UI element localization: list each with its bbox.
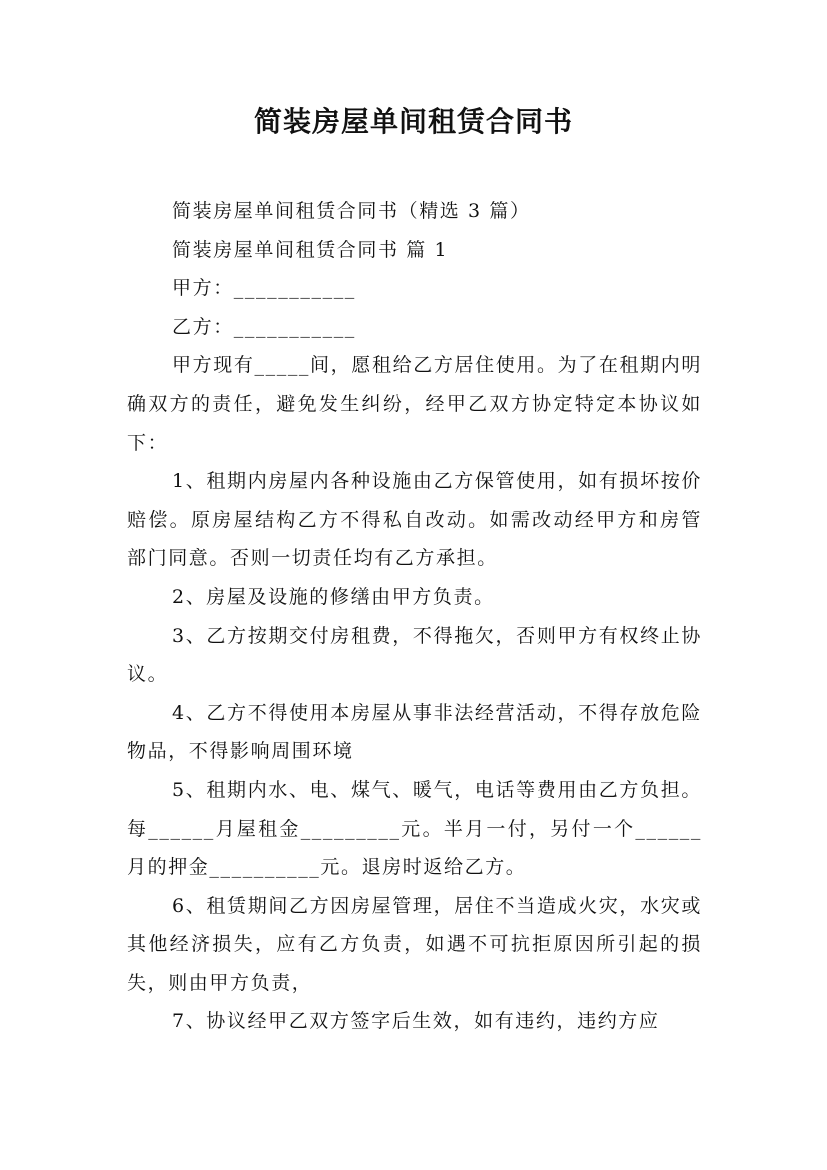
paragraph-section-heading: 简装房屋单间租赁合同书 篇 1 [172,238,449,261]
paragraph-clause-3: 3、乙方按期交付房租费，不得拖欠，否则甲方有权终止协议。 [127,624,702,686]
document-title: 简装房屋单间租赁合同书 [253,105,573,138]
paragraph-party-a: 甲方：___________ [172,277,356,300]
paragraph-intro: 甲方现有_____间，愿租给乙方居住使用。为了在租期内明确双方的责任，避免发生纠纷，经甲乙双方协定特定本协议如下： [127,354,702,454]
paragraph-subtitle: 简装房屋单间租赁合同书（精选 3 篇） [172,200,531,222]
paragraph-clause-1: 1、租期内房屋内各种设施由乙方保管使用，如有损坏按价赔偿。原房屋结构乙方不得私自改动。如需改动经甲方和房管部门同意。否则一切责任均有乙方承担。 [127,470,702,570]
paragraph-party-b: 乙方：___________ [172,315,356,338]
paragraph-clause-6: 6、租赁期间乙方因房屋管理，居住不当造成火灾，水灾或其他经济损失，应有乙方负责，如遇不可抗拒原因所引起的损失，则由甲方负责， [127,894,702,994]
paragraph-clause-7: 7、协议经甲乙双方签字后生效，如有违约，违约方应 [172,1010,660,1033]
paragraph-clause-5: 5、租期内水、电、煤气、暖气，电话等费用由乙方负担。每______月屋租金_________元。半月一付，另付一个______月的押金__________元。退房时返给乙方。 [127,778,702,879]
document-body [127,192,702,1041]
paragraph-clause-4: 4、乙方不得使用本房屋从事非法经营活动，不得存放危险物品，不得影响周围环境 [127,701,702,763]
paragraph-clause-2: 2、房屋及设施的修缮由甲方负责。 [172,585,495,608]
